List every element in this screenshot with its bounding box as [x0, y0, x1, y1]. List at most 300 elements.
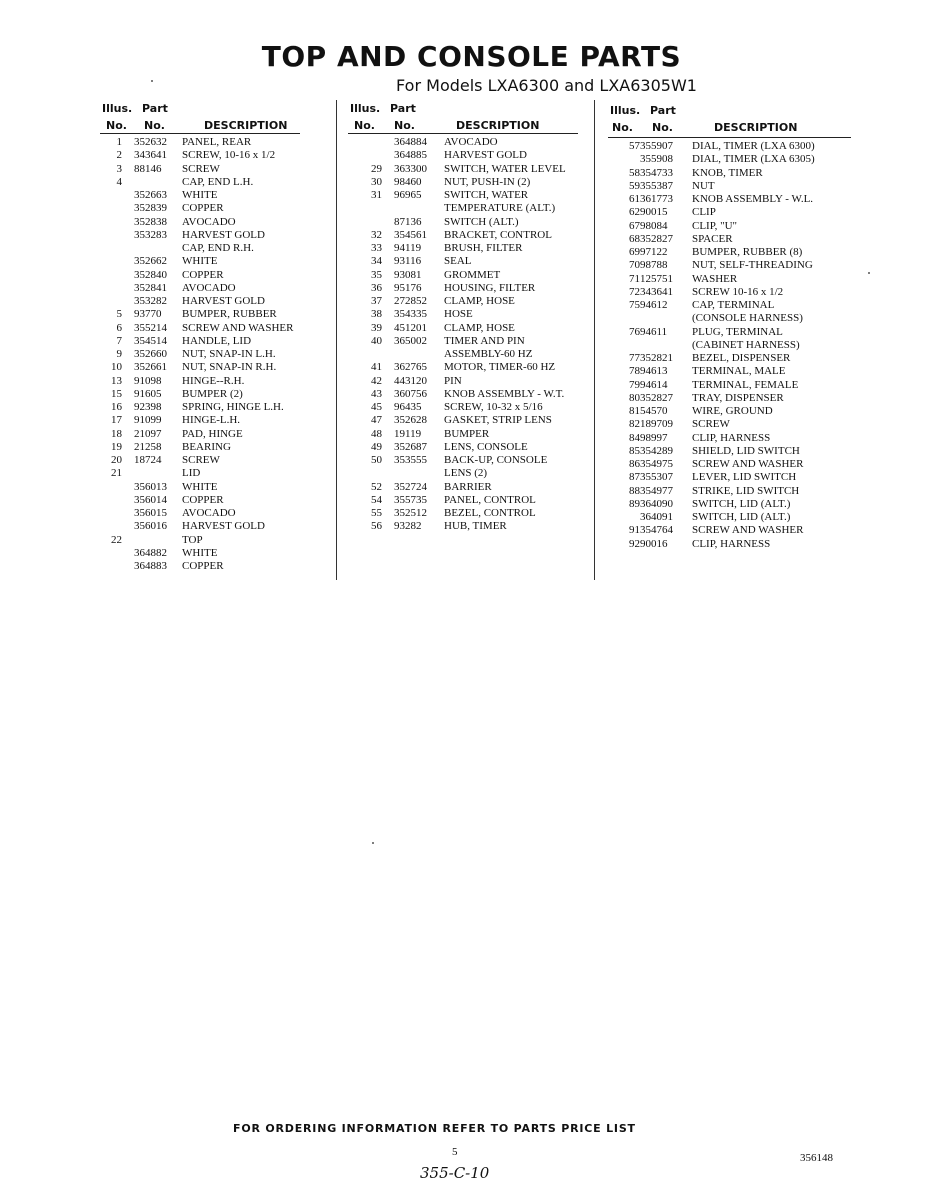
table-row: [348, 176, 578, 189]
header-illus: Illus.: [102, 102, 133, 115]
illus-number: 61: [629, 193, 640, 205]
part-number: 93116: [394, 255, 422, 268]
parts-list: [608, 140, 851, 551]
part-number: 355908: [640, 153, 673, 166]
part-description: KNOB ASSEMBLY - W.T.: [444, 387, 565, 400]
part-number: 360756: [394, 387, 427, 400]
part-number: 355307: [640, 471, 673, 484]
illus-number: 68: [629, 232, 640, 245]
table-row: [348, 149, 578, 162]
part-description: HOSE: [444, 308, 473, 321]
table-row: [100, 269, 300, 282]
part-description: SWITCH, LID (ALT.): [692, 497, 791, 510]
page-subtitle: For Models LXA6300 and LXA6305W1: [396, 76, 697, 95]
part-number: 87136: [394, 215, 422, 228]
part-number: 352839: [134, 202, 167, 215]
part-description: LENS, CONSOLE: [444, 440, 528, 453]
part-number: 98788: [640, 259, 668, 272]
part-description: SCREW AND WASHER: [692, 458, 804, 470]
illus-number: 71: [629, 272, 640, 285]
part-description: SCREW AND WASHER: [692, 524, 804, 537]
part-number: 364883: [134, 560, 167, 572]
speck: [151, 80, 153, 82]
part-description: HINGE--R.H.: [182, 374, 245, 387]
part-description: SCREW, 10-32 x 5/16: [444, 401, 543, 413]
part-description: BRUSH, FILTER: [444, 242, 523, 254]
illus-number: 78: [629, 365, 640, 378]
table-row: [348, 335, 578, 348]
table-row: [348, 229, 578, 242]
part-description: DIAL, TIMER (LXA 6305): [692, 153, 815, 166]
table-row: [348, 388, 578, 401]
part-number: 355387: [640, 179, 673, 192]
illus-number: 52: [371, 480, 382, 493]
illus-number: 67: [629, 219, 640, 232]
part-number: 343641: [134, 149, 167, 162]
illus-number: 38: [371, 308, 382, 321]
table-row: [608, 326, 851, 339]
parts-column-1: [100, 100, 300, 573]
part-number: 93282: [394, 520, 422, 533]
part-description: BARRIER: [444, 480, 492, 493]
table-row: [348, 322, 578, 335]
part-number: 352840: [134, 268, 167, 281]
illus-number: 49: [371, 440, 382, 453]
part-number: 364091: [640, 511, 673, 523]
part-description: AVOCADO: [182, 281, 236, 294]
table-row: [608, 299, 851, 312]
table-row: [100, 441, 300, 454]
table-row: [608, 538, 851, 551]
part-number: 352661: [134, 361, 167, 374]
column-header: [100, 100, 300, 136]
table-row: [100, 242, 300, 255]
part-number: 353282: [134, 295, 167, 307]
part-number: 443120: [394, 374, 427, 387]
part-number: 18724: [134, 454, 162, 466]
header-illus-no: No.: [106, 119, 127, 132]
part-number: 354561: [394, 228, 427, 241]
part-number: 353555: [394, 454, 427, 466]
illus-number: 3: [116, 162, 122, 175]
table-row: [348, 428, 578, 441]
part-description: TIMER AND PIN: [444, 334, 525, 347]
illus-number: 69: [629, 246, 640, 258]
table-row: [348, 441, 578, 454]
part-number: 352827: [640, 391, 673, 404]
part-description: WHITE: [182, 480, 218, 493]
part-description: CAP, END R.H.: [182, 242, 254, 254]
illus-number: 77: [629, 352, 640, 364]
table-row: [608, 339, 851, 352]
illus-number: 2: [116, 149, 122, 162]
part-description: HINGE-L.H.: [182, 414, 241, 427]
part-description: CLAMP, HOSE: [444, 295, 515, 307]
table-row: [100, 428, 300, 441]
part-description: TERMINAL, MALE: [692, 365, 786, 378]
table-row: [100, 560, 300, 573]
speck: [868, 272, 870, 274]
part-number: 97122: [640, 246, 668, 258]
table-row: [348, 454, 578, 467]
table-row: [348, 216, 578, 229]
illus-number: 81: [629, 405, 640, 417]
part-description: NUT, SNAP-IN L.H.: [182, 348, 276, 360]
table-row: [100, 375, 300, 388]
part-number: 356015: [134, 507, 167, 519]
part-number: 364882: [134, 546, 167, 559]
part-description: (CONSOLE HARNESS): [692, 312, 803, 325]
part-description: LEVER, LID SWITCH: [692, 471, 797, 484]
part-description: CLIP, HARNESS: [692, 537, 771, 550]
table-row: [608, 379, 851, 392]
part-number: 352841: [134, 281, 167, 294]
part-description: PANEL, CONTROL: [444, 493, 536, 506]
table-row: [100, 202, 300, 215]
part-number: 91098: [134, 374, 162, 387]
part-description: COPPER: [182, 493, 224, 506]
part-description: SHIELD, LID SWITCH: [692, 444, 800, 457]
illus-number: 5: [116, 308, 122, 321]
parts-list: [100, 136, 300, 573]
part-description: CAP, END L.H.: [182, 175, 254, 188]
illus-number: 35: [371, 268, 382, 281]
header-part: Part: [390, 102, 416, 115]
part-number: 96965: [394, 189, 422, 201]
part-description: CLIP, "U": [692, 219, 738, 232]
part-description: AVOCADO: [182, 507, 236, 519]
table-row: [348, 361, 578, 374]
header-rule: [608, 137, 851, 138]
table-row: [100, 534, 300, 547]
part-number: 352632: [134, 136, 167, 148]
table-row: [100, 308, 300, 321]
illus-number: 84: [629, 431, 640, 444]
part-description: AVOCADO: [444, 136, 498, 148]
table-row: [100, 163, 300, 176]
part-description: BACK-UP, CONSOLE: [444, 454, 548, 466]
part-number: 21097: [134, 427, 162, 440]
table-row: [608, 445, 851, 458]
illus-number: 79: [629, 378, 640, 391]
table-row: [348, 507, 578, 520]
illus-number: 76: [629, 325, 640, 338]
part-number: 93081: [394, 268, 422, 281]
part-description: NUT, SNAP-IN R.H.: [182, 361, 277, 374]
table-row: [608, 432, 851, 445]
table-row: [348, 414, 578, 427]
table-row: [100, 547, 300, 560]
illus-number: 57: [629, 140, 640, 152]
part-description: HANDLE, LID: [182, 334, 252, 347]
part-number: 352512: [394, 507, 427, 519]
illus-number: 55: [371, 507, 382, 519]
part-description: PIN: [444, 374, 462, 387]
illus-number: 54: [371, 493, 382, 506]
illus-number: 31: [371, 189, 382, 201]
part-description: WASHER: [692, 272, 738, 285]
table-row: [100, 348, 300, 361]
part-description: STRIKE, LID SWITCH: [692, 484, 800, 497]
table-row: [100, 216, 300, 229]
table-row: [100, 295, 300, 308]
part-description: HARVEST GOLD: [182, 295, 265, 307]
part-number: 362765: [394, 361, 427, 374]
part-description: HARVEST GOLD: [444, 149, 527, 162]
header-part-no: No.: [394, 119, 415, 132]
part-description: LID: [182, 467, 201, 480]
part-number: 352628: [394, 414, 427, 427]
table-row: [608, 180, 851, 193]
parts-list: [348, 136, 578, 534]
part-description: DIAL, TIMER (LXA 6300): [692, 140, 815, 152]
illus-number: 39: [371, 321, 382, 334]
part-number: 364090: [640, 497, 673, 510]
part-number: 352838: [134, 215, 167, 228]
part-description: SCREW: [182, 454, 220, 466]
part-number: 354514: [134, 334, 167, 347]
illus-number: 21: [111, 467, 122, 480]
document-number: 356148: [800, 1152, 833, 1164]
table-row: [100, 322, 300, 335]
part-number: 94119: [394, 242, 422, 254]
part-number: 90015: [640, 206, 668, 219]
parts-column-3: [608, 100, 851, 551]
illus-number: 13: [111, 374, 122, 387]
table-row: [100, 282, 300, 295]
handwritten-note: 355-C-10: [420, 1164, 490, 1182]
table-row: [608, 259, 851, 272]
table-row: [100, 454, 300, 467]
part-description: MOTOR, TIMER-60 HZ: [444, 361, 556, 374]
illus-number: 75: [629, 299, 640, 311]
table-row: [348, 242, 578, 255]
header-illus: Illus.: [350, 102, 381, 115]
part-number: 91099: [134, 414, 162, 427]
part-number: 95176: [394, 281, 422, 294]
part-number: 189709: [640, 418, 673, 431]
part-description: NUT, SELF-THREADING: [692, 259, 813, 272]
part-description: WHITE: [182, 255, 218, 268]
table-row: [348, 136, 578, 149]
table-row: [348, 295, 578, 308]
part-description: TRAY, DISPENSER: [692, 391, 784, 404]
table-row: [608, 405, 851, 418]
table-row: [608, 246, 851, 259]
part-number: 364885: [394, 149, 427, 162]
illus-number: 92: [629, 537, 640, 550]
part-description: PAD, HINGE: [182, 427, 243, 440]
illus-number: 34: [371, 255, 382, 268]
illus-number: 22: [111, 533, 122, 546]
part-description: WHITE: [182, 546, 218, 559]
illus-number: 59: [629, 179, 640, 192]
part-number: 352827: [640, 232, 673, 245]
illus-number: 32: [371, 228, 382, 241]
part-number: 343641: [640, 285, 673, 298]
illus-number: 91: [629, 524, 640, 537]
part-number: 92398: [134, 401, 162, 413]
header-part: Part: [650, 104, 676, 117]
header-illus: Illus.: [610, 104, 641, 117]
illus-number: 29: [371, 162, 382, 175]
table-row: [348, 202, 578, 215]
illus-number: 33: [371, 242, 382, 254]
table-row: [608, 220, 851, 233]
part-description: PLUG, TERMINAL: [692, 325, 783, 338]
table-row: [608, 485, 851, 498]
table-row: [608, 167, 851, 180]
illus-number: 80: [629, 391, 640, 404]
table-row: [100, 467, 300, 480]
part-description: SCREW, 10-16 x 1/2: [182, 149, 276, 162]
header-illus-no: No.: [612, 121, 633, 134]
part-number: 88146: [134, 162, 162, 175]
part-description: KNOB, TIMER: [692, 166, 763, 179]
part-number: 272852: [394, 295, 427, 307]
table-row: [100, 507, 300, 520]
part-number: 98460: [394, 175, 422, 188]
part-number: 94614: [640, 378, 668, 391]
part-description: GROMMET: [444, 268, 501, 281]
table-row: [100, 189, 300, 202]
part-description: SPACER: [692, 232, 733, 245]
part-number: 94611: [640, 325, 668, 338]
table-row: [608, 511, 851, 524]
page-title: TOP AND CONSOLE PARTS: [261, 40, 682, 73]
table-row: [348, 282, 578, 295]
part-number: 54570: [640, 405, 668, 417]
part-number: 354335: [394, 308, 427, 321]
illus-number: 85: [629, 444, 640, 457]
part-description: SCREW: [182, 162, 220, 175]
table-row: [348, 375, 578, 388]
illus-number: 43: [371, 387, 382, 400]
part-number: 355735: [394, 493, 427, 506]
part-number: 352724: [394, 480, 427, 493]
table-row: [348, 520, 578, 533]
part-number: 352663: [134, 189, 167, 201]
part-description: ASSEMBLY-60 HZ: [444, 348, 533, 360]
table-row: [608, 524, 851, 537]
part-description: COPPER: [182, 202, 224, 215]
illus-number: 50: [371, 454, 382, 466]
part-description: NUT, PUSH-IN (2): [444, 175, 531, 188]
illus-number: 16: [111, 401, 122, 413]
table-row: [100, 494, 300, 507]
header-rule: [100, 133, 300, 134]
illus-number: 56: [371, 520, 382, 533]
illus-number: 70: [629, 259, 640, 272]
header-description: DESCRIPTION: [456, 119, 540, 132]
part-number: 125751: [640, 272, 673, 285]
part-description: GASKET, STRIP LENS: [444, 414, 552, 427]
illus-number: 10: [111, 361, 122, 374]
header-part-no: No.: [652, 121, 673, 134]
part-number: 354733: [640, 166, 673, 179]
illus-number: 4: [116, 175, 122, 188]
part-description: HARVEST GOLD: [182, 228, 265, 241]
illus-number: 17: [111, 414, 122, 427]
part-number: 352660: [134, 348, 167, 360]
part-number: 364884: [394, 136, 427, 148]
part-description: CAP, TERMINAL: [692, 299, 775, 311]
parts-column-2: [348, 100, 578, 534]
part-description: CLAMP, HOSE: [444, 321, 515, 334]
part-description: BRACKET, CONTROL: [444, 228, 552, 241]
table-row: [100, 401, 300, 414]
part-description: CLIP: [692, 206, 716, 219]
part-number: 355907: [640, 140, 673, 152]
illus-number: 30: [371, 175, 382, 188]
part-number: 94612: [640, 299, 668, 311]
illus-number: 40: [371, 334, 382, 347]
table-row: [348, 269, 578, 282]
table-row: [608, 233, 851, 246]
header-part: Part: [142, 102, 168, 115]
part-description: BEARING: [182, 440, 231, 453]
illus-number: 20: [111, 454, 122, 466]
part-number: 353283: [134, 228, 167, 241]
column-divider: [336, 100, 337, 580]
illus-number: 72: [629, 285, 640, 298]
table-row: [608, 312, 851, 325]
speck: [372, 842, 374, 844]
part-description: TOP: [182, 533, 203, 546]
table-row: [100, 361, 300, 374]
illus-number: 36: [371, 281, 382, 294]
part-description: HUB, TIMER: [444, 520, 507, 533]
part-description: (CABINET HARNESS): [692, 338, 800, 351]
table-row: [348, 255, 578, 268]
part-number: 21258: [134, 440, 162, 453]
table-row: [608, 153, 851, 166]
part-description: SWITCH (ALT.): [444, 215, 519, 228]
illus-number: 6: [116, 321, 122, 334]
illus-number: 18: [111, 427, 122, 440]
table-row: [608, 273, 851, 286]
table-row: [348, 467, 578, 480]
part-number: 90016: [640, 537, 668, 550]
part-number: 356016: [134, 520, 167, 533]
part-number: 365002: [394, 334, 427, 347]
part-number: 352687: [394, 440, 427, 453]
header-description: DESCRIPTION: [204, 119, 288, 132]
illus-number: 41: [371, 361, 382, 374]
part-number: 355214: [134, 321, 167, 334]
table-row: [608, 286, 851, 299]
illus-number: 37: [371, 295, 382, 307]
part-number: 352821: [640, 352, 673, 364]
table-row: [608, 498, 851, 511]
part-number: 354977: [640, 484, 673, 497]
illus-number: 7: [116, 334, 122, 347]
part-number: 354975: [640, 458, 673, 470]
part-number: 451201: [394, 321, 427, 334]
part-number: 98084: [640, 219, 668, 232]
part-number: 93770: [134, 308, 162, 321]
part-number: 94613: [640, 365, 668, 378]
part-number: 354289: [640, 444, 673, 457]
ordering-footer: FOR ORDERING INFORMATION REFER TO PARTS PRICE LIST: [233, 1122, 636, 1135]
part-number: 96435: [394, 401, 422, 413]
part-description: CLIP, HARNESS: [692, 431, 771, 444]
part-number: 352662: [134, 255, 167, 268]
illus-number: 88: [629, 484, 640, 497]
illus-number: 47: [371, 414, 382, 427]
part-description: HARVEST GOLD: [182, 520, 265, 533]
illus-number: 89: [629, 497, 640, 510]
